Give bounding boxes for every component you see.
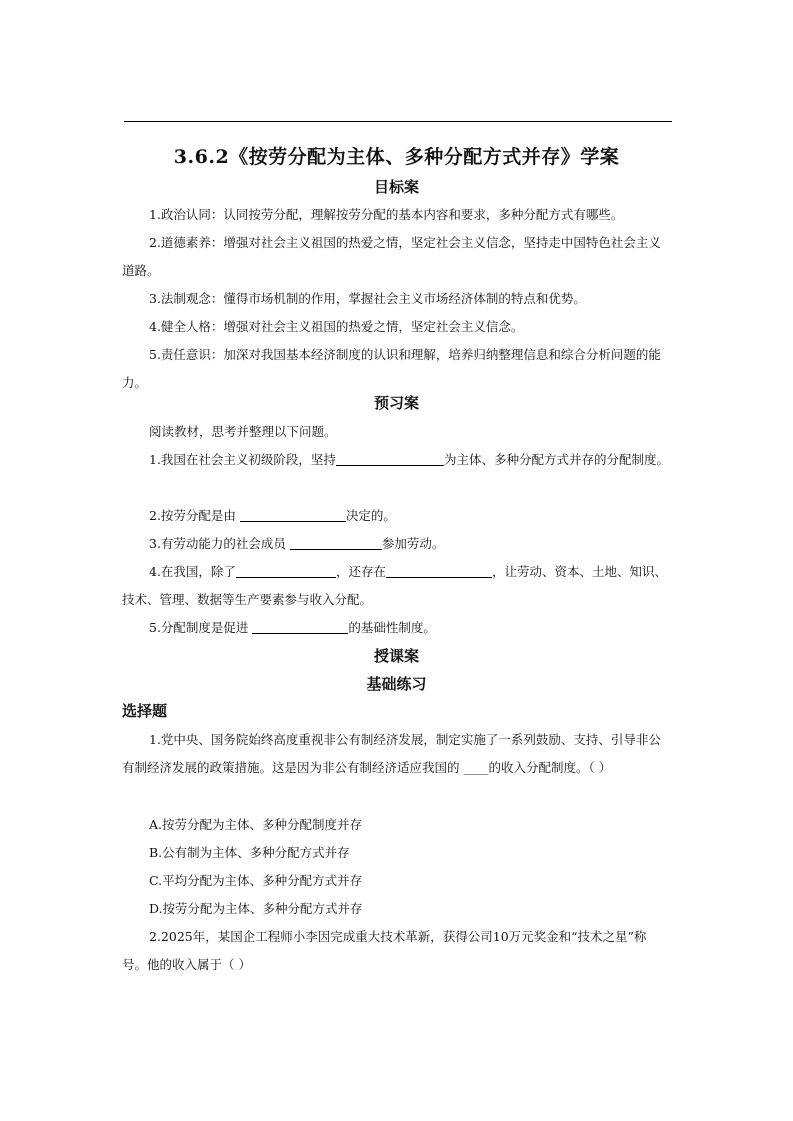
goal-item-4: 4.健全人格：增强对社会主义祖国的热爱之情，坚定社会主义信念。 xyxy=(149,319,524,334)
multiple-choice-heading: 选择题 xyxy=(122,702,168,720)
option-a[interactable]: A.按劳分配为主体、多种分配制度并存 xyxy=(149,817,363,832)
answer-blank[interactable] xyxy=(240,506,346,522)
answer-blank[interactable] xyxy=(252,618,348,634)
choice-question-2: 2.2025年，某国企工程师小李因完成重大技术革新，获得公司10万元奖金和“技术之星”称号。他的收入属于（ ） xyxy=(122,929,647,972)
goal-item-2: 2.道德素养：增强对社会主义祖国的热爱之情，坚定社会主义信念，坚持走中国特色社会主义道路。 xyxy=(122,235,661,278)
goal-item-3: 3.法制观念：懂得市场机制的作用，掌握社会主义市场经济体制的特点和优势。 xyxy=(149,291,586,306)
goals-heading: 目标案 xyxy=(373,178,419,196)
header-rule xyxy=(124,121,672,122)
option-c[interactable]: C.平均分配为主体、多种分配方式并存 xyxy=(149,873,363,888)
goal-item-5: 5.责任意识：加深对我国基本经济制度的认识和理解，培养归纳整理信息和综合分析问题的能力。 xyxy=(122,347,661,390)
preview-question-5: 5.分配制度是促进 的基础性制度。 xyxy=(149,620,436,635)
document-title: 3.6.2《按劳分配为主体、多种分配方式并存》学案 xyxy=(173,146,620,168)
preview-question-2: 2.按劳分配是由 决定的。 xyxy=(149,508,396,523)
option-d[interactable]: D.按劳分配为主体、多种分配方式并存 xyxy=(149,901,363,916)
preview-heading: 预习案 xyxy=(373,394,419,412)
preview-question-4: 4.在我国，除了 ，还存在 ，让劳动、资本、土地、知识、技术、管理、数据等生产要素参与收入分配。 xyxy=(122,564,667,607)
choice-question-1: 1.党中央、国务院始终高度重视非公有制经济发展，制定实施了一系列鼓励、支持、引导非公有制经济发展的政策措施。这是因为非公有制经济适应我国的 ____的收入分配制度。（ ） xyxy=(122,732,661,775)
preview-question-1: 1.我国在社会主义初级阶段，坚持 为主体、多种分配方式并存的分配制度。 xyxy=(149,452,669,467)
basic-practice-heading: 基础练习 xyxy=(366,675,427,693)
answer-blank[interactable] xyxy=(236,562,336,578)
lesson-heading: 授课案 xyxy=(373,647,419,665)
option-b[interactable]: B.公有制为主体、多种分配方式并存 xyxy=(149,845,350,860)
goal-item-1: 1.政治认同：认同按劳分配，理解按劳分配的基本内容和要求，多种分配方式有哪些。 xyxy=(149,207,624,222)
preview-intro: 阅读教材，思考并整理以下问题。 xyxy=(149,424,337,439)
answer-blank[interactable] xyxy=(336,450,444,466)
answer-blank[interactable] xyxy=(386,562,492,578)
answer-blank[interactable] xyxy=(290,534,382,550)
preview-question-3: 3.有劳动能力的社会成员 参加劳动。 xyxy=(149,536,445,551)
